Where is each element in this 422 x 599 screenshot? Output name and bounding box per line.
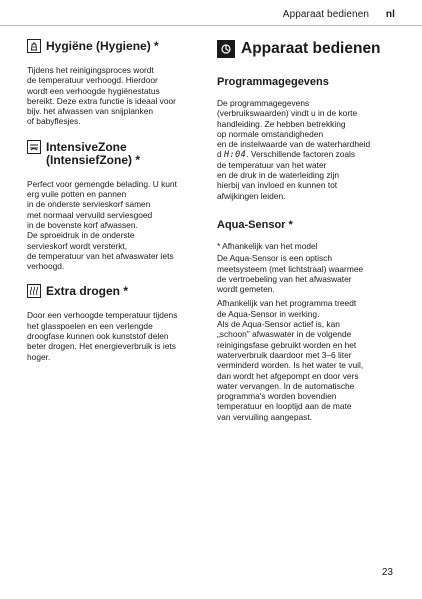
extradry-heading xyxy=(27,285,205,298)
aqua-sensor-paragraph-2: Afhankelijk van het programma treedt de Aqua-Sensor in werking. Als de Aqua-Sensor actief is, kan „schoon" afwaswater in de volgende reinigingsfase gebruikt worden en het waterverbruik daardoor met 3–6 liter verminderd worden. Is het water te vuil, dan wordt het afgepompt en door vers water vervangen. In de automatische programma's worden bovendien temperatuur en looptijd aan de mate van vervuiling aangepast. xyxy=(217,298,364,422)
running-header xyxy=(283,9,395,20)
hygiene-icon xyxy=(27,39,41,53)
intensive-title-line1: IntensiveZone xyxy=(46,139,127,154)
extradry-body: Door een verhoogde temperatuur tijdens het glasspoelen en een verlengde droogfase kunnen ook kunststof delen beter drogen. Het energieverbruik is iets hoger. xyxy=(27,310,178,362)
programmagegevens-text: De programmagegevens (verbruikswaarden) vindt u in de korte handleiding. Ze hebben betrekking op normale omstandigheden en de instelwaarde van de waterhardheid d xyxy=(217,98,371,160)
programmagegevens-body xyxy=(217,98,397,201)
left-column xyxy=(27,40,205,362)
right-column xyxy=(217,40,397,422)
intensive-zone-icon xyxy=(27,140,41,154)
water-hardness-display-value: H:04 xyxy=(224,149,247,160)
aqua-sensor-paragraph-1: De Aqua-Sensor is een optisch meetsysteem (met lichtstraal) waarmee de vertroebeling van het afwaswater wordt gemeten. xyxy=(217,253,364,295)
extra-dry-icon xyxy=(27,284,41,298)
aqua-sensor-note: * Afhankelijk van het model xyxy=(217,240,318,251)
appliance-operation-icon xyxy=(217,40,235,58)
hygiene-body: Tijdens het reinigingsproces wordt de temperatuur verhoogd. Hierdoor wordt een verhoogde hygiënestatus bereikt. Deze extra functie is ideaal voor bijv. het afwassen van snijplanken of babyflesjes. xyxy=(27,65,176,127)
header-section-title: Apparaat bedienen xyxy=(282,9,370,20)
hygiene-section xyxy=(27,40,205,127)
aqua-sensor-title: Aqua-Sensor * xyxy=(217,218,293,231)
intensive-section xyxy=(27,141,205,272)
hygiene-heading xyxy=(27,40,205,53)
header-language: nl xyxy=(385,9,395,20)
chapter-title: Apparaat bedienen xyxy=(241,40,381,57)
intensive-heading xyxy=(27,141,205,167)
intensive-body: Perfect voor gemengde belading. U kunt erg vuile potten en pannen in de onderste servieskorf samen met normaal vervuild serviesgoed in de bovenste korf afwassen. De sproeidruk in de onderste servieskorf wordt versterkt, de temperatuur van het afwaswater iets verhoogd. xyxy=(27,178,177,272)
header-rule xyxy=(0,25,422,26)
extradry-section xyxy=(27,285,205,361)
programmagegevens-title: Programmagegevens xyxy=(217,76,329,88)
chapter-heading xyxy=(217,40,397,58)
programmagegevens-text-after: . Verschillende factoren zoals de temperatuur van het water en de druk in de waterleiding zijn hierbij van invloed en kunnen tot afwijkingen leiden. xyxy=(217,149,356,201)
hygiene-title: Hygiëne (Hygiene) * xyxy=(46,39,159,53)
page-number: 23 xyxy=(381,567,393,578)
intensive-title-line2: (IntensiefZone) * xyxy=(46,152,141,167)
extradry-title: Extra drogen * xyxy=(46,284,129,299)
